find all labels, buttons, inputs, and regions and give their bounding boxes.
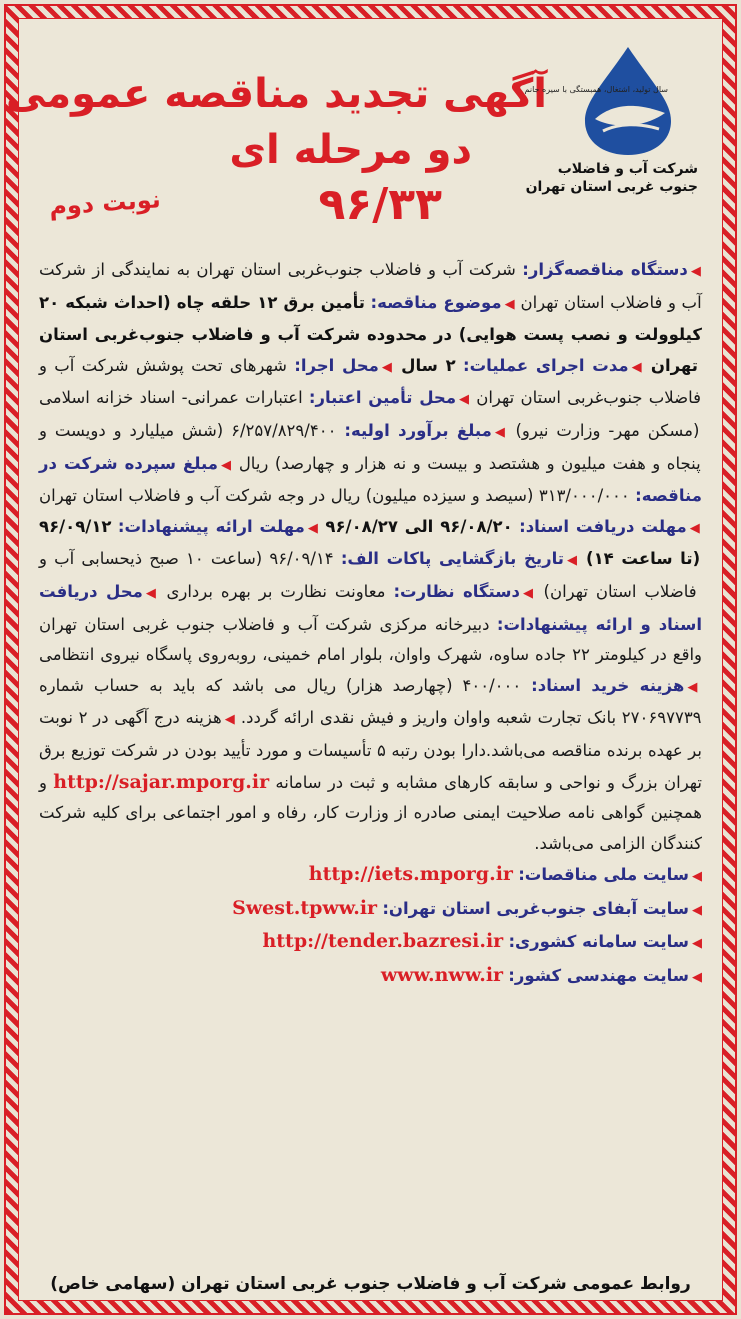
duration-text: ۲ سال bbox=[401, 355, 456, 375]
bullet-arrow-icon: ◀ bbox=[221, 457, 233, 473]
submission-place-text: دبیرخانه مرکزی شرکت آب و فاضلاب جنوب غربی استان تهران واقع در کیلومتر ۲۲ جاده ساوه، شهرک واوان، بلوار امام خمینی، روبه‌روی پاسگاه نیروی انتظامی bbox=[39, 614, 703, 665]
logo-tagline: سال تولید، اشتغال، همبستگی با سیره جانم bbox=[524, 85, 668, 94]
supervisor-label: دستگاه نظارت: bbox=[393, 581, 520, 601]
ad-title-line2: دو مرحله ای bbox=[229, 127, 472, 173]
estimate-label: مبلغ برآورد اولیه: bbox=[344, 420, 492, 440]
site-label: سایت آبفای جنوب‌غربی استان تهران: bbox=[382, 898, 689, 918]
round-badge: نوبت دوم bbox=[48, 185, 162, 221]
bid-deadline-label: مهلت ارائه پیشنهادات: bbox=[117, 516, 305, 536]
funding-label: محل تأمین اعتبار: bbox=[308, 388, 457, 408]
tender-number: ۹۶/۳۳ bbox=[318, 179, 442, 230]
submission-place-label: محل دریافت اسناد و ارائه پیشنهادات: bbox=[39, 581, 702, 634]
funding-text: اعتبارات عمرانی- اسناد خزانه اسلامی (مسکن مهر- وزارت نیرو) bbox=[39, 388, 700, 440]
ad-footer: روابط عمومی شرکت آب و فاضلاب جنوب غربی استان تهران (سهامی خاص) bbox=[50, 1274, 691, 1294]
docs-fee-label: هزینه خرید اسناد: bbox=[531, 675, 685, 695]
bullet-arrow-icon: ◀ bbox=[494, 424, 508, 440]
site-url-link[interactable]: http://tender.bazresi.ir bbox=[262, 930, 504, 953]
subject-text: تأمین برق ۱۲ حلقه چاه (احداث شبکه ۲۰ کیلوولت و نصب پست هوایی) در محدوده شرکت آب و فاضلاب جنوب‌غربی استان تهران bbox=[39, 292, 702, 375]
site-national-tenders bbox=[39, 859, 702, 893]
bullet-arrow-icon: ◀ bbox=[689, 520, 701, 536]
deposit-text: ۳۱۳/۰۰۰/۰۰۰ (سیصد و سیزده میلیون) ریال در وجه شرکت آب و فاضلاب استان تهران bbox=[39, 486, 630, 506]
conditions-text-2: و همچنین گواهی نامه صلاحیت ایمنی صادره از وزارت کار، رفاه و امور اجتماعی برای کلیه شرکت کنندگان الزامی می‌باشد. bbox=[39, 772, 702, 853]
opening-date-text: ۹۶/۰۹/۱۴ (ساعت ۱۰ صبح ذیحسابی آب و فاضلاب استان تهران) bbox=[39, 549, 697, 601]
site-engineering bbox=[39, 960, 702, 994]
docs-deadline-text: ۹۶/۰۸/۲۰ الی ۹۶/۰۸/۲۷ bbox=[325, 516, 513, 536]
bullet-arrow-icon: ◀ bbox=[307, 520, 319, 536]
docs-fee-text: ۴۰۰/۰۰۰ (چهارصد هزار) ریال می باشد که باید به حساب شماره ۲۷۰۶۹۷۷۳۹ بانک تجارت شعبه واوان واریز و فیش نقدی ارائه گردد. bbox=[39, 675, 702, 728]
bullet-arrow-icon: ◀ bbox=[566, 553, 579, 569]
site-url-link[interactable]: www.nww.ir bbox=[380, 964, 504, 987]
estimate-text: ۶/۲۵۷/۸۲۹/۴۰۰ (شش میلیارد و دویست و پنجاه و هفت میلیون و هشتصد و بیست و نه هزار و چهارصد) ریال bbox=[39, 420, 701, 473]
docs-deadline-label: مهلت دریافت اسناد: bbox=[519, 516, 687, 536]
location-label: محل اجرا: bbox=[294, 355, 379, 375]
company-logo bbox=[524, 39, 698, 239]
subject-label: موضوع مناقصه: bbox=[370, 292, 502, 312]
bullet-arrow-icon: ◀ bbox=[692, 869, 702, 885]
location-text: شهرهای تحت پوشش شرکت آب و فاضلاب جنوب‌غربی استان تهران bbox=[39, 355, 702, 408]
ad-border bbox=[4, 4, 737, 1315]
ad-panel bbox=[5, 18, 723, 1301]
bullet-arrow-icon: ◀ bbox=[692, 936, 702, 952]
duration-label: مدت اجرای عملیات: bbox=[463, 355, 629, 375]
bullet-arrow-icon: ◀ bbox=[224, 712, 236, 728]
site-abfa bbox=[39, 893, 702, 927]
site-national-system bbox=[39, 926, 702, 960]
bullet-arrow-icon: ◀ bbox=[690, 264, 702, 279]
bullet-arrow-icon: ◀ bbox=[692, 970, 702, 986]
bullet-arrow-icon: ◀ bbox=[522, 585, 536, 601]
bullet-arrow-icon: ◀ bbox=[459, 392, 471, 408]
bullet-arrow-icon: ◀ bbox=[692, 902, 702, 918]
bullet-arrow-icon: ◀ bbox=[504, 296, 515, 312]
site-label: سایت سامانه کشوری: bbox=[508, 932, 689, 952]
supervisor-text: معاونت نظارت بر بهره برداری bbox=[166, 581, 386, 601]
bullet-arrow-icon: ◀ bbox=[145, 585, 159, 601]
company-name-line2: جنوب غربی استان تهران bbox=[525, 179, 698, 195]
ad-title-line1: آگهی تجدید مناقصه عمومی bbox=[5, 71, 547, 117]
water-drop-logo-icon bbox=[573, 39, 683, 159]
tenderer-label: دستگاه مناقصه‌گزار: bbox=[522, 260, 688, 279]
opening-date-label: تاریخ بازگشایی پاکات الف: bbox=[340, 549, 564, 569]
bullet-arrow-icon: ◀ bbox=[381, 359, 394, 375]
site-label: سایت مهندسی کشور: bbox=[508, 966, 689, 986]
sajar-link[interactable]: http://sajar.mporg.ir bbox=[53, 770, 270, 793]
bullet-arrow-icon: ◀ bbox=[631, 359, 644, 375]
site-url-link[interactable]: Swest.tpww.ir bbox=[232, 896, 378, 919]
tenderer-text: شرکت آب و فاضلاب جنوب‌غربی استان تهران به نمایندگی از شرکت آب و فاضلاب استان تهران bbox=[39, 260, 702, 312]
company-name-line1: شرکت آب و فاضلاب bbox=[557, 161, 698, 177]
bullet-arrow-icon: ◀ bbox=[687, 679, 702, 695]
site-label: سایت ملی مناقصات: bbox=[518, 865, 689, 885]
site-url-link[interactable]: http://iets.mporg.ir bbox=[308, 863, 513, 886]
ad-header bbox=[5, 19, 722, 259]
conditions-text: هزینه درج آگهی در ۲ نوبت بر عهده برنده مناقصه می‌باشد.دارا بودن رتبه ۵ تأسیسات و مورد تأیید بودن در شرکت توزیع برق تهران بزرگ و نواحی و سابقه کارهای مشابه و ثبت در سامانه bbox=[39, 708, 702, 792]
bid-deadline-text: ۹۶/۰۹/۱۲ (تا ساعت ۱۴) bbox=[39, 516, 701, 569]
deposit-label: مبلغ سپرده شرکت در مناقصه: bbox=[39, 453, 702, 506]
ad-body bbox=[39, 255, 702, 994]
